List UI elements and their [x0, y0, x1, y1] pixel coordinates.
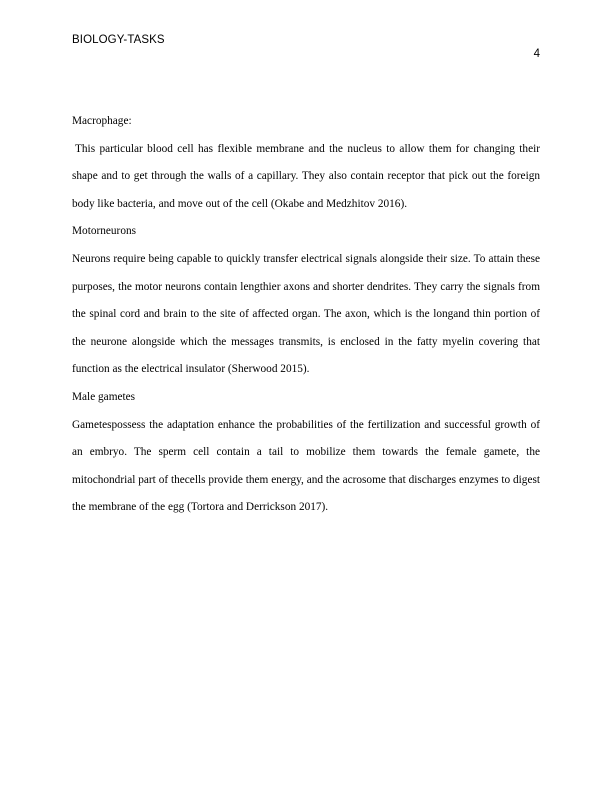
section-text-male-gametes: Gametespossess the adaptation enhance the probabilities of the fertilization and successful growth of an embryo. The sperm cell contain a tail to mobilize them towards the female gamete, the mitochondrial part of thecells provide them energy, and the acrosome that discharges enzymes to digest the membrane of the egg (Tortora and Derrickson 2017).	[72, 418, 540, 514]
section-heading-macrophage: Macrophage:	[72, 115, 132, 127]
document-body	[72, 108, 540, 522]
page-number: 4	[533, 48, 540, 60]
running-head: BIOLOGY-TASKS	[72, 34, 165, 46]
section-heading-male-gametes: Male gametes	[72, 390, 136, 403]
section-text-macrophage: This particular blood cell has flexible membrane and the nucleus to allow them for changing their shape and to get through the walls of a capillary. They also contain receptor that pick out the foreign body like bacteria, and move out of the cell (Okabe and Medzhitov 2016).	[72, 142, 540, 210]
section-heading-motorneurons: Motorneurons	[72, 225, 137, 238]
section-text-motorneurons: Neurons require being capable to quickly transfer electrical signals alongside their size. To attain these purposes, the motor neurons contain lengthier axons and shorter dendrites. They carry the signals from the spinal cord and brain to the site of affected organ. The axon, which is the longand thin portion of the neurone alongside which the messages transmits, is enclosed in the fatty myelin covering that function as the electrical insulator (Sherwood 2015).	[72, 252, 540, 376]
